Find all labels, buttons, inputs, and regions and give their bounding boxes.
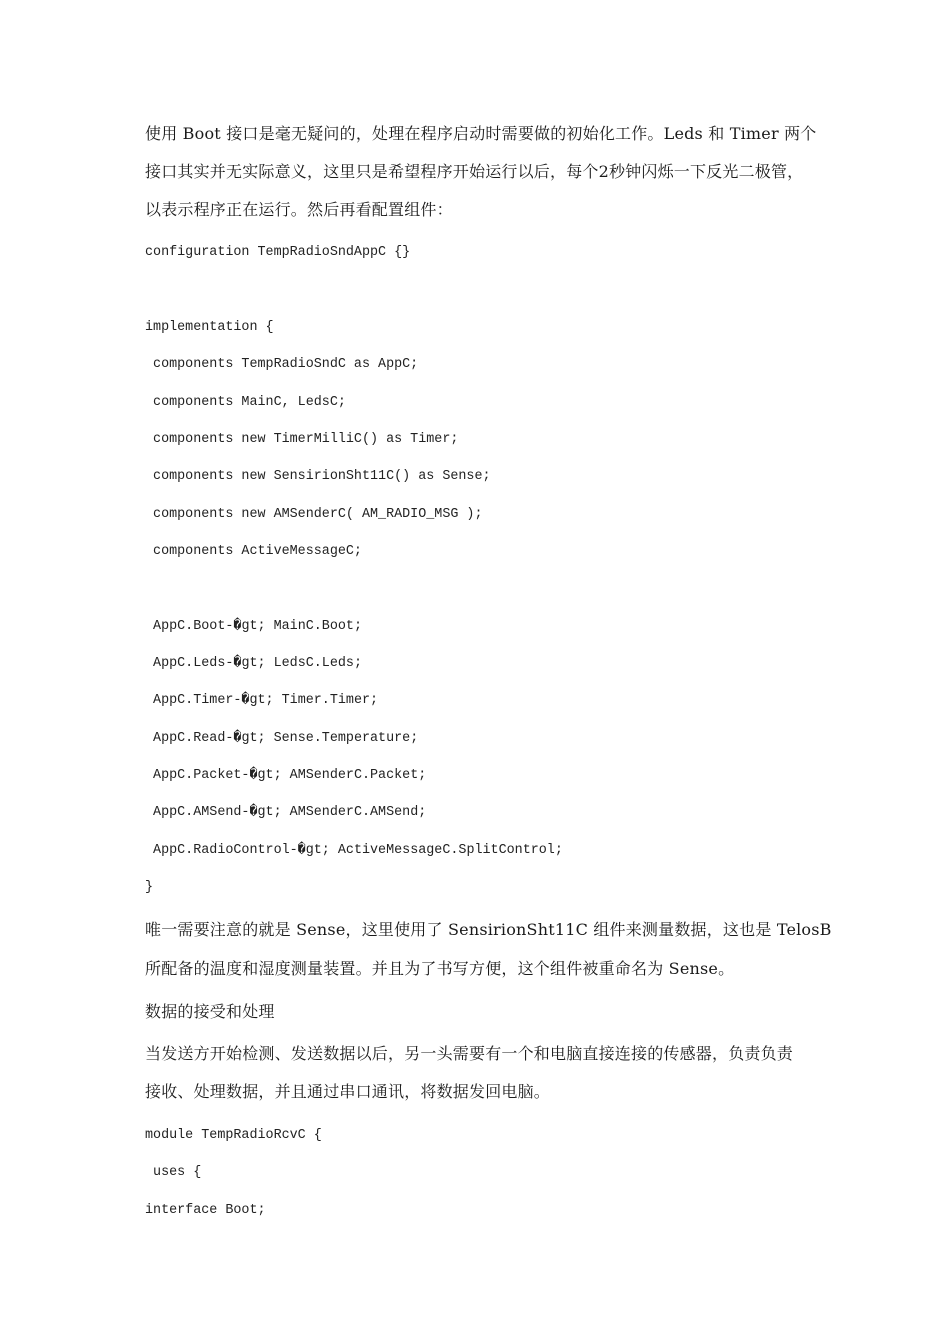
code-line: components new TimerMilliC() as Timer; [145, 432, 459, 447]
code-line: AppC.Read-�gt; Sense.Temperature; [145, 731, 419, 746]
code-line: AppC.RadioControl-�gt; ActiveMessageC.SplitControl; [145, 843, 563, 858]
code-line: components new AMSenderC( AM_RADIO_MSG ); [145, 507, 483, 522]
paragraph-1-line-1: 使用 Boot 接口是毫无疑问的，处理在程序启动时需要做的初始化工作。Leds 和 Timer 两个 [145, 124, 817, 143]
code-line: implementation { [145, 320, 274, 335]
paragraph-2-line-2: 所配备的温度和湿度测量装置。并且为了书写方便，这个组件被重命名为 Sense。 [145, 959, 735, 978]
code-line: components TempRadioSndC as AppC; [145, 357, 419, 372]
code-line: AppC.AMSend-�gt; AMSenderC.AMSend; [145, 805, 427, 820]
paragraph-3-line-1: 当发送方开始检测、发送数据以后，另一头需要有一个和电脑直接连接的传感器，负责负责 [145, 1044, 794, 1063]
code-line: AppC.Boot-�gt; MainC.Boot; [145, 619, 362, 634]
paragraph-1-line-3: 以表示程序正在运行。然后再看配置组件： [145, 200, 453, 219]
code-line: AppC.Leds-�gt; LedsC.Leds; [145, 656, 362, 671]
paragraph-3-line-2: 接收、处理数据，并且通过串口通讯，将数据发回电脑。 [145, 1082, 551, 1101]
code-line: uses { [145, 1165, 202, 1180]
code-line: configuration TempRadioSndAppC {} [145, 245, 411, 260]
code-line: interface Boot; [145, 1203, 266, 1218]
code-line: AppC.Timer-�gt; Timer.Timer; [145, 693, 379, 708]
paragraph-2-line-1: 唯一需要注意的就是 Sense，这里使用了 SensirionSht11C 组件来测量数据，这也是 TelosB [145, 920, 832, 939]
code-line: components new SensirionSht11C() as Sense; [145, 469, 491, 484]
section-heading: 数据的接受和处理 [145, 1002, 275, 1021]
code-line: AppC.Packet-�gt; AMSenderC.Packet; [145, 768, 427, 783]
code-line: module TempRadioRcvC { [145, 1128, 322, 1143]
code-line: components ActiveMessageC; [145, 544, 362, 559]
code-line: components MainC, LedsC; [145, 395, 346, 410]
code-line: } [145, 880, 154, 895]
paragraph-1-line-2: 接口其实并无实际意义，这里只是希望程序开始运行以后，每个2秒钟闪烁一下反光二极管， [145, 162, 804, 181]
